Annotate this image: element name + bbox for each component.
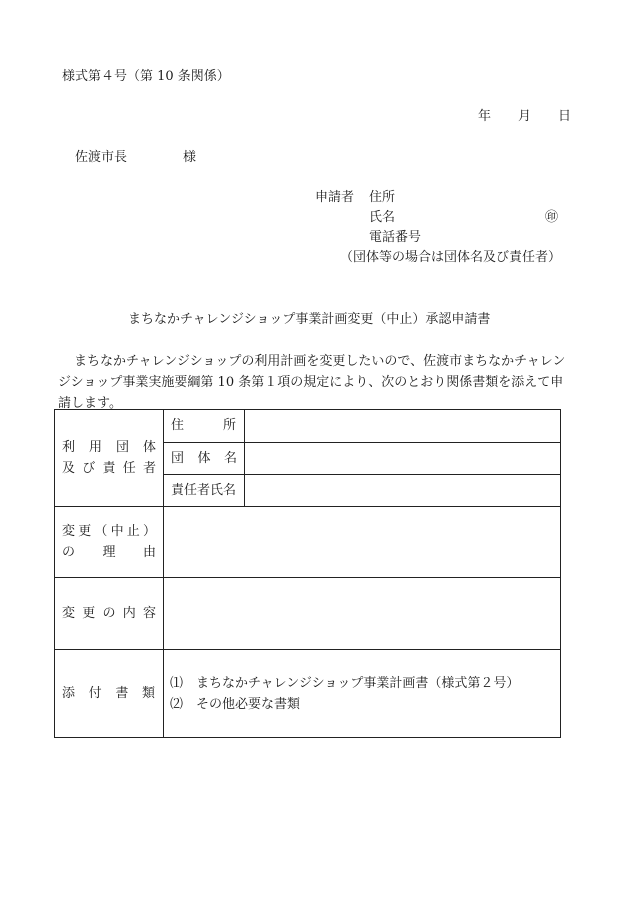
group-responsible-label [55,410,164,507]
reason-label-line2: の 理 由 [62,545,156,560]
body-text: まちなかチャレンジショップの利用計画を変更したいので、佐渡市まちなかチャレンジショップ事業実施要綱第 10 条第１項の規定により、次のとおり関係書類を添えて申請します。 [58,354,566,411]
applicant-address-label: 住所 [369,190,396,205]
change-content-field[interactable] [164,578,561,650]
group-name-field[interactable] [245,443,561,475]
addressee-honorific: 様 [183,150,197,165]
list-item: ⑴ まちなかチャレンジショップ事業計画書（様式第２号） [170,675,520,691]
addressee-name: 佐渡市長 [75,150,128,165]
application-table [54,409,561,738]
group-name-label-cell: 団 体 名 [164,443,245,475]
responsible-person-label-cell: 責任者氏名 [164,475,245,507]
group-label-line1: 利 用 団 体 [62,440,156,455]
list-item: ⑵ その他必要な書類 [170,696,301,712]
change-content-label: 変 更 の 内 容 [55,578,164,650]
applicant-label: 申請者 [315,190,355,205]
date-line [478,110,571,123]
applicant-phone-label: 電話番号 [369,230,422,245]
date-year: 年 [478,109,492,124]
reason-label [55,507,164,578]
date-month: 月 [518,109,532,124]
reason-label-line1: 変 更 （ 中 止 ） [62,524,156,539]
attachments-cell [164,650,561,738]
applicant-name-label: 氏名 [369,210,396,225]
attachments-label: 添 付 書 類 [55,650,164,738]
group-label-line2: 及 び 責 任 者 [62,461,156,476]
addressee [75,151,196,164]
address-label-cell: 住 所 [164,410,245,443]
reason-field[interactable] [164,507,561,578]
seal-icon: ㊞ [545,210,559,225]
group-note: （団体等の場合は団体名及び責任者） [340,250,562,265]
document-title: まちなかチャレンジショップ事業計画変更（中止）承認申請書 [128,312,491,327]
date-day: 日 [558,109,572,124]
form-number-label: 様式第４号（第 10 条関係） [62,69,230,84]
responsible-person-field[interactable] [245,475,561,507]
address-field[interactable] [245,410,561,443]
